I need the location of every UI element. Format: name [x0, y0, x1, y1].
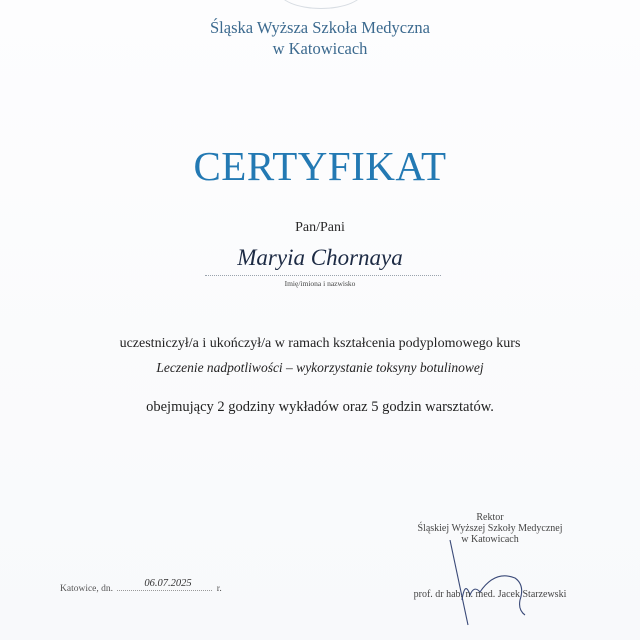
university-seal-icon	[278, 0, 364, 9]
course-hours: obejmujący 2 godziny wykładów oraz 5 godzin warsztatów.	[146, 399, 494, 415]
course-title: Leczenie nadpotliwości – wykorzystanie toksyny botulinowej	[156, 360, 484, 375]
completion-statement: uczestniczył/a i ukończył/a w ramach kształcenia podyplomowego kurs	[119, 336, 521, 351]
institution-name-line2: w Katowicach	[272, 39, 368, 58]
date-suffix: r.	[216, 584, 222, 594]
name-caption: Imię/imiona i nazwisko	[284, 279, 356, 288]
salutation: Pan/Pani	[295, 220, 345, 235]
recipient-name: Maryia Chornaya	[237, 245, 403, 270]
institution-name	[0, 17, 640, 59]
institution-name-line1: Śląska Wyższa Szkoła Medyczna	[209, 18, 430, 37]
name-underline-divider	[205, 275, 441, 276]
certificate-title: CERTYFIKAT	[193, 143, 447, 189]
date-field	[117, 578, 212, 591]
issue-date-row	[60, 578, 222, 594]
rector-title: Rektor	[476, 512, 504, 523]
rector-city: w Katowicach	[461, 534, 519, 545]
rector-institution: Śląskiej Wyższej Szkoły Medycznej	[417, 523, 563, 534]
issue-date: 06.07.2025	[144, 578, 192, 589]
signer-name: prof. dr hab. n. med. Jacek Starzewski	[413, 589, 567, 600]
date-prefix: Katowice, dn.	[60, 584, 114, 594]
